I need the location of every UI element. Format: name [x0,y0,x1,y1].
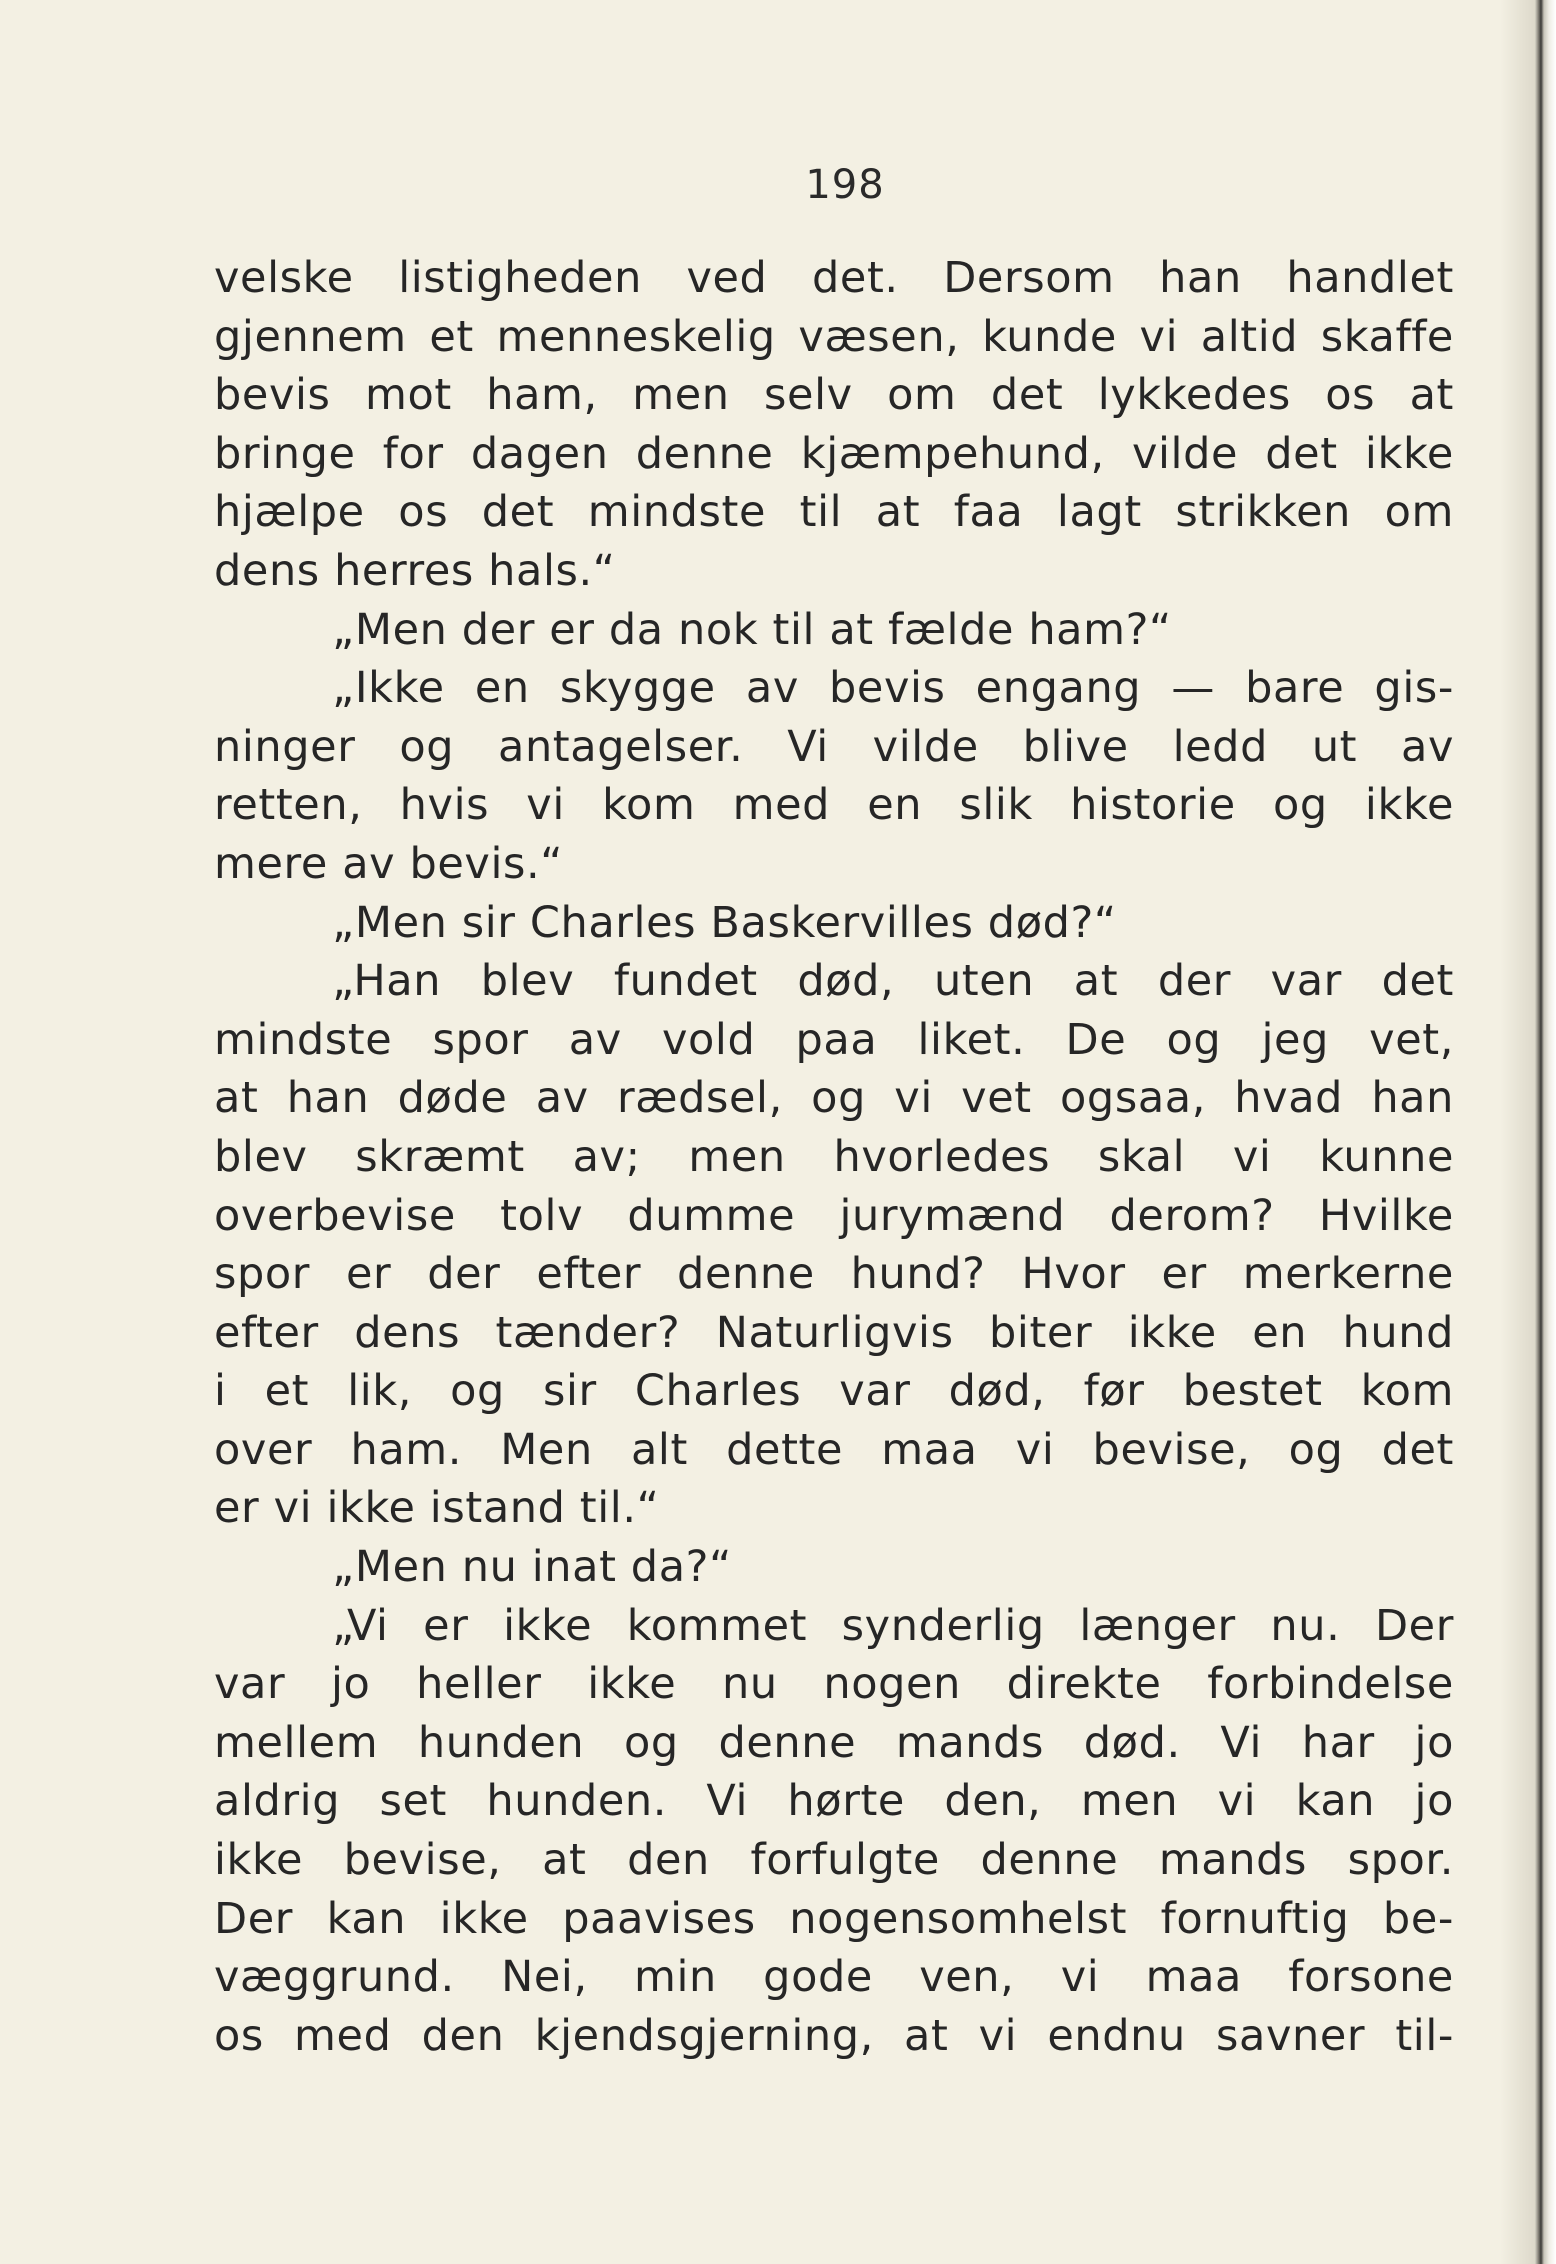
text-line: „Men der er da nok til at fælde ham?“ [332,604,1172,655]
text-line: „Han blev fundet død, uten at der var det [332,956,1454,1007]
text-line: aldrig set hunden. Vi hørte den, men vi kan jo [214,1776,1454,1827]
text-line: mellem hunden og denne mands død. Vi har jo [214,1717,1454,1768]
text-line: væggrund. Nei, min gode ven, vi maa forsone [214,1952,1454,2003]
text-line: „Men nu inat da?“ [332,1542,732,1593]
text-line: Der kan ikke paavises nogensomhelst fornuftig be- [214,1893,1454,1944]
text-line: „Men sir Charles Baskervilles død?“ [332,897,1117,948]
page-edge [1535,0,1556,2264]
text-line: at han døde av rædsel, og vi vet ogsaa, hvad han [214,1073,1454,1124]
text-line: bevis mot ham, men selv om det lykkedes os at [214,370,1454,421]
page-gutter-shadow [1500,0,1535,2264]
text-line: dens herres hals.“ [214,545,616,596]
text-line: efter dens tænder? Naturligvis biter ikke en hund [214,1307,1454,1358]
text-line: „Vi er ikke kommet synderlig længer nu. Der [332,1600,1454,1651]
text-line: bringe for dagen denne kjæmpehund, vilde det ikke [214,428,1454,479]
text-line: over ham. Men alt dette maa vi bevise, og det [214,1424,1454,1475]
text-line: i et lik, og sir Charles var død, før bestet kom [214,1366,1454,1417]
text-line: ninger og antagelser. Vi vilde blive ledd ut av [214,721,1454,772]
text-line: „Ikke en skygge av bevis engang — bare gis- [332,663,1454,714]
text-line: mere av bevis.“ [214,838,564,889]
text-line: spor er der efter denne hund? Hvor er merkerne [214,1249,1454,1300]
text-line: velske listigheden ved det. Dersom han handlet [214,253,1454,303]
page-number: 198 [805,162,885,208]
text-line: ikke bevise, at den forfulgte denne mands spor. [214,1835,1454,1886]
text-line: gjennem et menneskelig væsen, kunde vi altid skaffe [214,311,1454,362]
text-line: hjælpe os det mindste til at faa lagt strikken om [214,487,1454,538]
text-line: os med den kjendsgjerning, at vi endnu savner til- [214,2010,1454,2061]
text-line: blev skræmt av; men hvorledes skal vi kunne [214,1131,1454,1182]
text-line: overbevise tolv dumme jurymænd derom? Hvilke [214,1190,1454,1241]
text-line: er vi ikke istand til.“ [214,1483,660,1534]
text-line: mindste spor av vold paa liket. De og jeg vet, [214,1014,1454,1065]
text-line: var jo heller ikke nu nogen direkte forbindelse [214,1659,1454,1710]
text-line: retten, hvis vi kom med en slik historie og ikke [214,780,1454,831]
body-text [214,249,1454,2065]
